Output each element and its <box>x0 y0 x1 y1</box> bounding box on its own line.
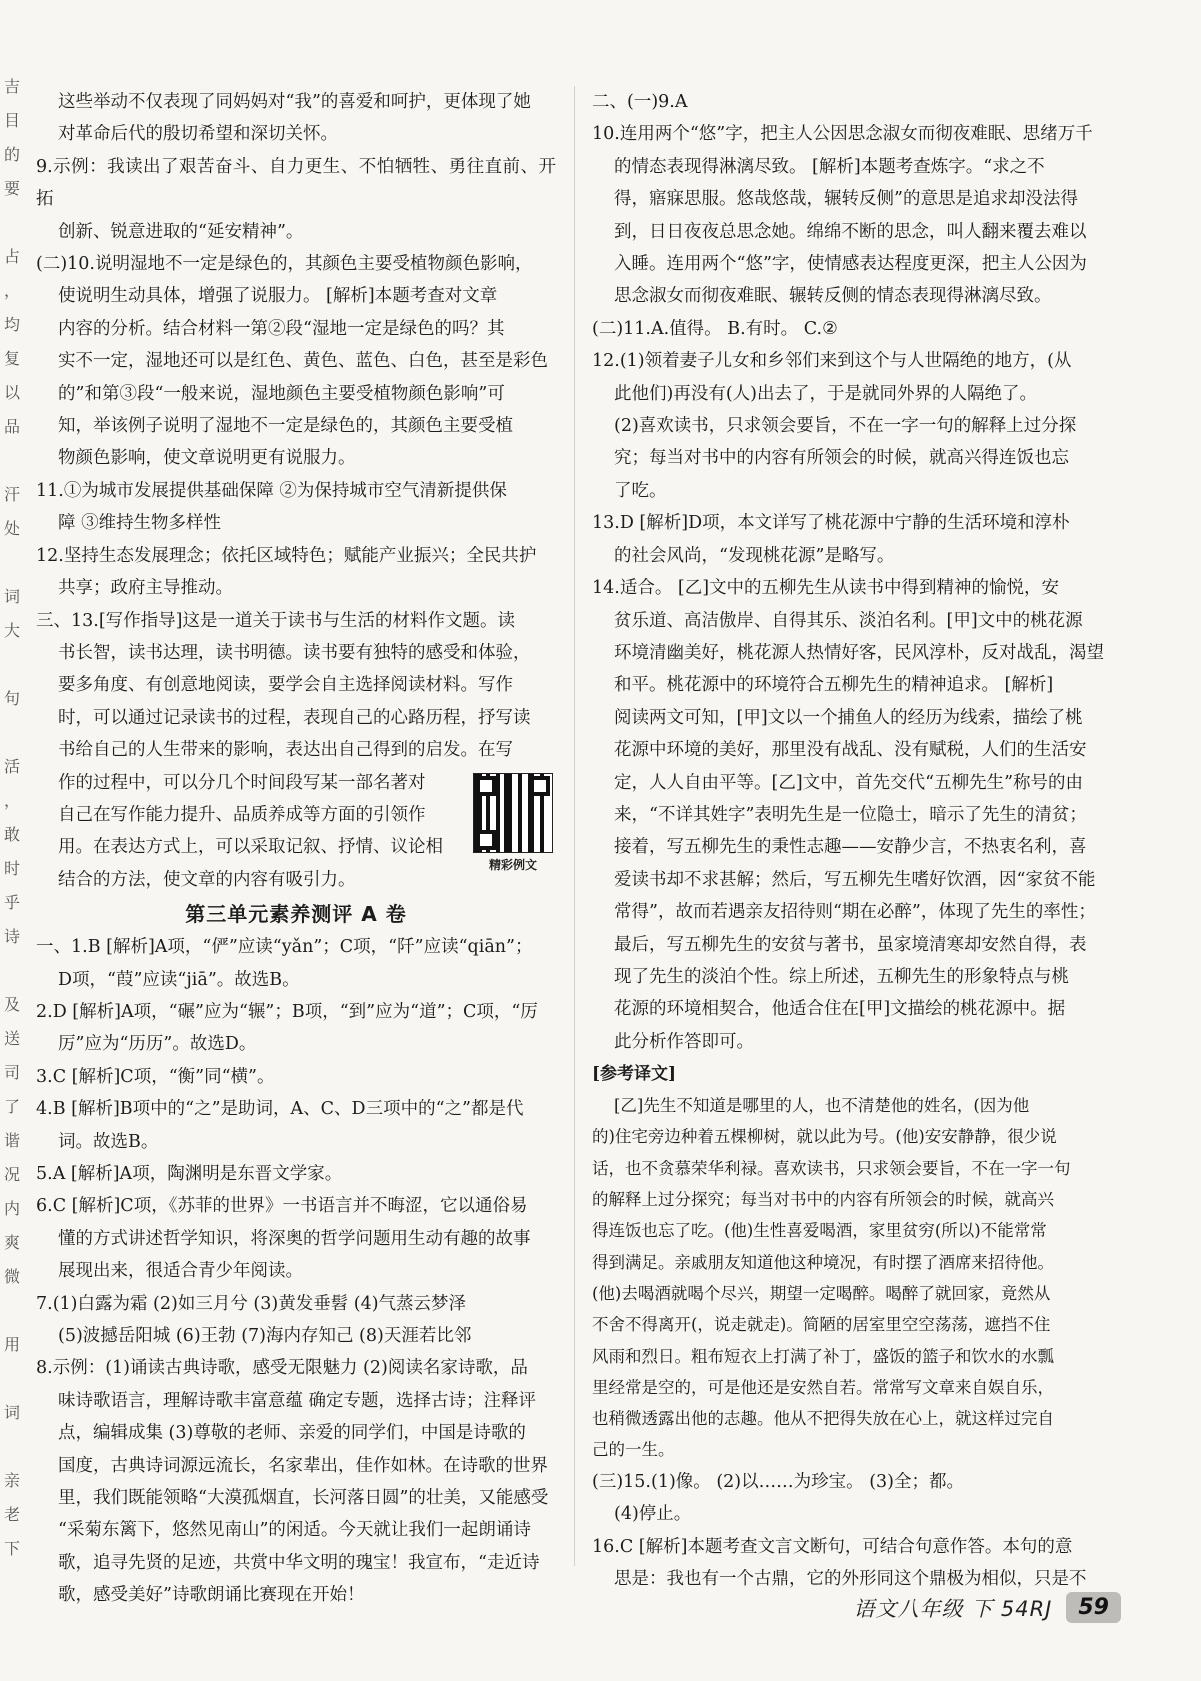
text-line: 的)住宅旁边种着五棵柳树，就以此为号。(他)安安静静，很少说 <box>592 1127 1057 1147</box>
edge-char: 况 <box>3 1165 20 1184</box>
book-title: 语文八年级 下 54RJ <box>853 1596 1053 1621</box>
edge-char: 及 <box>3 995 20 1014</box>
reference-translation-title: [参考译文] <box>592 1064 677 1085</box>
text-line: 接着，写五柳先生的秉性志趣——安静少言，不热衷名利，喜 <box>614 837 1087 858</box>
text-line: 的情态表现得淋漓尽致。 [解析]本题考查炼字。“求之不 <box>614 156 1045 177</box>
edge-char: 内 <box>3 1199 20 1218</box>
text-line: 用。在表达方式上，可以采取记叙、抒情、议论相 <box>58 837 443 858</box>
edge-char: 复 <box>3 349 20 368</box>
text-line: 和平。桃花源中的环境符合五柳先生的精神追求。 [解析] <box>614 675 1054 696</box>
edge-char: 句 <box>3 689 20 708</box>
text-line: (二)10.说明湿地不一定是绿色的，其颜色主要受植物颜色影响， <box>36 254 533 275</box>
text-line: 定，人人自由平等。[乙]文中，首先交代“五柳先生”称号的由 <box>614 772 1084 793</box>
right-column <box>592 86 1114 1595</box>
text-line: 环境清幽美好，桃花源人热情好客，民风淳朴，反对战乱，渴望 <box>614 642 1104 663</box>
edge-char <box>0 546 24 580</box>
text-line: (4)停止。 <box>614 1504 692 1525</box>
text-line: 此分析作答即可。 <box>614 1031 754 1052</box>
text-line: (2)喜欢读书，只求领会要旨，不在一字一句的解释上过分探 <box>614 416 1077 437</box>
text-line: 8.示例：(1)诵读古典诗歌，感受无限魅力 (2)阅读名家诗歌，品 <box>36 1358 528 1379</box>
text-line: 最后，写五柳先生的安贫与著书，虽家境清寒却安然自得，表 <box>614 934 1087 955</box>
text-line: 的解释上过分探究；每当对书中的内容有所领会的时候，就高兴 <box>592 1190 1054 1210</box>
edge-char: 乎 <box>3 893 20 912</box>
text-line: 5.A [解析]A项，陶渊明是东晋文学家。 <box>36 1164 343 1184</box>
edge-char <box>0 444 24 478</box>
text-line: 三、13.[写作指导]这是一道关于读书与生活的材料作文题。读 <box>36 610 515 631</box>
text-line: 书长智，读书达理，读书明德。读书要有独特的感受和体验， <box>58 642 531 663</box>
edge-char: 诗 <box>3 927 20 946</box>
text-line: 得，寤寐思服。悠哉悠哉，辗转反侧”的意思是追求却没法得 <box>614 189 1078 210</box>
text-line: (二)11.A.值得。 B.有时。 C.② <box>592 318 838 339</box>
edge-char: 亲 <box>3 1471 20 1490</box>
text-line: 9.示例：我读出了艰苦奋斗、自力更生、不怕牺牲、勇往直前、开拓 <box>36 156 556 210</box>
edge-char: 的 <box>3 145 20 164</box>
edge-char: 谐 <box>3 1131 20 1150</box>
text-line: 歌，感受美好”诗歌朗诵比赛现在开始！ <box>58 1585 365 1606</box>
text-line: 书给自己的人生带来的影响，表达出自己得到的启发。在写 <box>58 740 513 761</box>
edge-char <box>0 1430 24 1464</box>
page-number: 59 <box>1066 1592 1121 1623</box>
qr-code-block[interactable] <box>470 773 556 873</box>
text-line: 作的过程中，可以分几个时间段写某一部名著对 <box>58 772 426 793</box>
text-line: 12.坚持生态发展理念；依托区域特色；赋能产业振兴；全民共护 <box>36 545 537 566</box>
text-line: 风雨和烈日。粗布短衣上打满了补丁，盛饭的篮子和饮水的水瓢 <box>592 1346 1054 1366</box>
text-line: 创新、锐意进取的“延安精神”。 <box>58 221 304 242</box>
text-line: 得连饭也忘了吃。(他)生性喜爱喝酒，家里贫穷(所以)不能常常 <box>592 1221 1047 1241</box>
text-line: 厉”应为“历历”。故选D。 <box>58 1034 257 1055</box>
text-line: 懂的方式讲述哲学知识，将深奥的哲学问题用生动有趣的故事 <box>58 1228 531 1249</box>
text-line: 11.①为城市发展提供基础保障 ②为保持城市空气清新提供保 <box>36 480 507 501</box>
text-line: (5)波撼岳阳城 (6)王勃 (7)海内存知己 (8)天涯若比邻 <box>58 1326 472 1347</box>
edge-char <box>0 716 24 750</box>
text-line: 7.(1)白露为霜 (2)如三月兮 (3)黄发垂髫 (4)气蒸云梦泽 <box>36 1293 467 1314</box>
edge-char: 汗 <box>3 485 20 504</box>
text-line: 花源中环境的美好，那里没有战乱、没有赋税，人们的生活安 <box>614 740 1087 761</box>
edge-char: 目 <box>3 111 20 130</box>
text-line: 点，编辑成集 (3)尊敬的老师、亲爱的同学们，中国是诗歌的 <box>58 1423 526 1444</box>
edge-char: 均 <box>3 315 20 334</box>
text-line: 此他们)再没有(人)出去了，于是就同外界的人隔绝了。 <box>614 383 1037 404</box>
text-line: 现了先生的淡泊个性。综上所述，五柳先生的形象特点与桃 <box>614 966 1069 987</box>
text-line: 共享；政府主导推动。 <box>58 578 233 599</box>
text-line: 的社会风尚，“发现桃花源”是略写。 <box>614 545 895 566</box>
text-line: 6.C [解析]C项，《苏菲的世界》一书语言并不晦涩，它以通俗易 <box>36 1196 528 1217</box>
text-line: 展现出来，很适合青少年阅读。 <box>58 1261 303 1282</box>
text-line: 4.B [解析]B项中的“之”是助词，A、C、D三项中的“之”都是代 <box>36 1099 524 1120</box>
text-line: 了吃。 <box>614 480 667 501</box>
text-line: 得到满足。亲戚朋友知道他这种境况，有时摆了酒席来招待他。 <box>592 1252 1054 1272</box>
qr-block <box>36 767 556 897</box>
text-line: “采菊东篱下，悠然见南山”的闲适。今天就让我们一起朗诵诗 <box>58 1520 531 1541</box>
bleed-edge-text <box>0 70 24 1590</box>
edge-char: 词 <box>3 587 20 606</box>
text-line: 不舍不得离开(，说走就走)。简陋的居室里空空荡荡，遮挡不住 <box>592 1315 1051 1335</box>
text-line: 10.连用两个“悠”字，把主人公因思念淑女而彻夜难眠、思绪万千 <box>592 124 1093 145</box>
section-heading: 第三单元素养测评 A 卷 <box>185 902 407 927</box>
text-line: 这些举动不仅表现了同妈妈对“我”的喜爱和呵护，更体现了她 <box>58 92 531 112</box>
edge-char <box>0 1294 24 1328</box>
edge-char: 了 <box>3 1097 20 1116</box>
text-line: 2.D [解析]A项，“碾”应为“辗”；B项，“到”应为“道”；C项，“厉 <box>36 1001 538 1022</box>
text-line: 己的一生。 <box>592 1440 675 1460</box>
text-line: 时，可以通过记录读书的过程，表现自己的心路历程，抒写读 <box>58 707 531 728</box>
edge-char: 大 <box>3 621 20 640</box>
text-line: 到，日日夜夜总思念她。绵绵不断的思念，叫人翻来覆去难以 <box>614 221 1087 242</box>
edge-char: 占 <box>3 247 20 266</box>
text-line: 味诗歌语言，理解诗歌丰富意蕴 确定专题，选择古诗；注释评 <box>58 1390 537 1411</box>
edge-char: 时 <box>3 859 20 878</box>
text-line: 歌，追寻先贤的足迹，共赏中华文明的瑰宝！我宣布，“走近诗 <box>58 1552 540 1573</box>
text-line: 常得”，故而若遇亲友招待则“期在必醉”，体现了先生的率性； <box>614 902 1096 923</box>
text-line: 结合的方法，使文章的内容有吸引力。 <box>58 869 356 890</box>
edge-char: 以 <box>3 383 20 402</box>
edge-char: 吉 <box>3 77 20 96</box>
text-line: 花源的环境相契合，他适合住在[甲]文描绘的桃花源中。据 <box>614 999 1066 1020</box>
text-line: 二、(一)9.A <box>592 92 688 112</box>
text-line: 也稍微透露出他的志趣。他从不把得失放在心上，就这样过完自 <box>592 1409 1054 1429</box>
edge-char: 司 <box>3 1063 20 1082</box>
edge-char: 用 <box>3 1335 20 1354</box>
text-line: 的”和第③段“一般来说，湿地颜色主要受植物颜色影响”可 <box>58 383 505 404</box>
edge-char: ， <box>3 281 20 300</box>
edge-char: 词 <box>3 1403 20 1422</box>
qr-label: 精彩例文 <box>488 857 537 872</box>
text-line: 使说明生动具体，增强了说服力。 [解析]本题考查对文章 <box>58 286 498 307</box>
edge-char: 爽 <box>3 1233 20 1252</box>
text-line: 贫乐道、高洁傲岸、自得其乐、淡泊名利。[甲]文中的桃花源 <box>614 610 1083 631</box>
text-line: 13.D [解析]D项，本文详写了桃花源中宁静的生活环境和淳朴 <box>592 513 1070 534</box>
text-line: 究；每当对书中的内容有所领会的时候，就高兴得连饭也忘 <box>614 448 1069 469</box>
edge-char: 老 <box>3 1505 20 1524</box>
text-line: 一、1.B [解析]A项，“俨”应读“yǎn”；C项，“阡”应读“qiān”； <box>36 937 533 958</box>
text-line: 国度，古典诗词源远流长，名家辈出，佳作如林。在诗歌的世界 <box>58 1455 548 1476</box>
text-line: 知，举该例子说明了湿地不一定是绿色的，其颜色主要受植 <box>58 416 513 437</box>
edge-char: 微 <box>3 1267 20 1286</box>
text-line: 阅读两文可知，[甲]文以一个捕鱼人的经历为线索，描绘了桃 <box>614 707 1083 728</box>
edge-char: 品 <box>3 417 20 436</box>
edge-char <box>0 648 24 682</box>
edge-char <box>0 954 24 988</box>
text-line: 里经常是空的，可是他还是安然自若。常常写文章来自娱自乐， <box>592 1377 1054 1397</box>
edge-char <box>0 206 24 240</box>
edge-char: 下 <box>3 1539 20 1558</box>
text-line: 14.适合。 [乙]文中的五柳先生从读书中得到精神的愉悦，安 <box>592 578 1060 599</box>
edge-char: 敢 <box>3 825 20 844</box>
text-line: 思是：我也有一个古鼎，它的外形同这个鼎极为相似，只是不 <box>614 1568 1087 1589</box>
text-line: 物颜色影响，使文章说明更有说服力。 <box>58 448 356 469</box>
text-line: 内容的分析。结合材料一第②段“湿地一定是绿色的吗？其 <box>58 318 505 339</box>
text-line: 来，“不详其姓字”表明先生是一位隐士，暗示了先生的清贫； <box>614 804 1087 825</box>
text-line: 障 ③维持生物多样性 <box>58 513 222 534</box>
text-line: 3.C [解析]C项，“衡”同“横”。 <box>36 1066 275 1087</box>
text-line: 实不一定，湿地还可以是红色、黄色、蓝色、白色，甚至是彩色 <box>58 351 548 372</box>
text-line: 16.C [解析]本题考查文言文断句，可结合句意作答。本句的意 <box>592 1536 1073 1557</box>
text-line: 自己在写作能力提升、品质养成等方面的引领作 <box>58 804 426 825</box>
edge-char: 活 <box>3 757 20 776</box>
text-line: 入睡。连用两个“悠”字，使情感表达程度更深，把主人公因为 <box>614 254 1087 275</box>
text-line: D项，“葭”应读“jiā”。故选B。 <box>58 969 300 990</box>
text-line: 要多角度、有创意地阅读，要学会自主选择阅读材料。写作 <box>58 675 513 696</box>
edge-char: ， <box>3 791 20 810</box>
text-line: [乙]先生不知道是哪里的人，也不清楚他的姓名，(因为他 <box>614 1096 1030 1116</box>
text-line: (他)去喝酒就喝个尽兴，期望一定喝醉。喝醉了就回家，竟然从 <box>592 1283 1051 1303</box>
qr-code-icon[interactable] <box>473 773 553 853</box>
edge-char: 处 <box>3 519 20 538</box>
edge-char: 送 <box>3 1029 20 1048</box>
left-column <box>36 86 556 1612</box>
text-line: 里，我们既能领略“大漠孤烟直，长河落日圆”的壮美，又能感受 <box>58 1488 549 1509</box>
text-line: 话，也不贪慕荣华利禄。喜欢读书，只求领会要旨，不在一字一句 <box>592 1158 1071 1178</box>
text-line: (三)15.(1)像。 (2)以……为珍宝。 (3)全；都。 <box>592 1471 964 1492</box>
text-line: 爱读书却不求甚解；然后，写五柳先生嗜好饮酒，因“家贫不能 <box>614 869 1096 890</box>
text-line: 12.(1)领着妻子儿女和乡邻们来到这个与人世隔绝的地方，(从 <box>592 351 1072 372</box>
column-divider <box>574 86 575 1566</box>
text-line: 词。故选B。 <box>58 1131 159 1152</box>
text-line: 思念淑女而彻夜难眠、辗转反侧的情态表现得淋漓尽致。 <box>614 286 1052 307</box>
text-line: 对革命后代的殷切希望和深切关怀。 <box>58 124 338 145</box>
edge-char <box>0 1362 24 1396</box>
edge-char: 要 <box>3 179 20 198</box>
page-footer <box>854 1592 1121 1623</box>
